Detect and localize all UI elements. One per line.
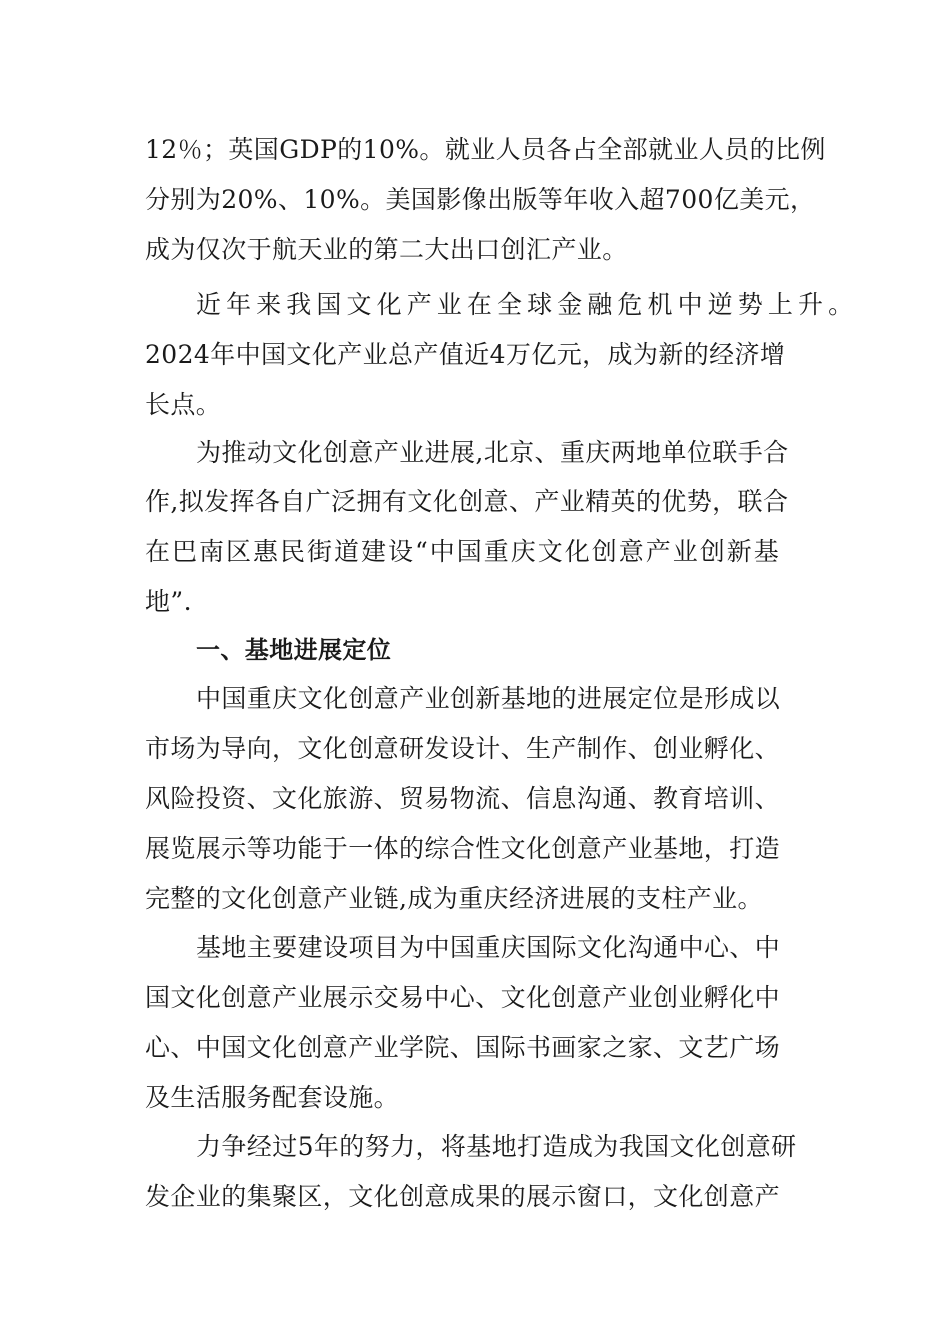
section-heading: 一、基地进展定位 <box>196 636 392 664</box>
paragraph-3-line-1: 为推动文化创意产业进展,北京、重庆两地单位联手合 <box>196 438 789 467</box>
paragraph-2-line-1: 近年来我国文化产业在全球金融危机中逆势上升。 <box>196 290 859 319</box>
paragraph-1-line-1: 12％；英国GDP的10%。就业人员各占全部就业人员的比例 <box>145 135 826 164</box>
paragraph-2-line-3: 长点。 <box>145 390 222 419</box>
section-paragraph-1-line-1: 中国重庆文化创意产业创新基地的进展定位是形成以 <box>196 684 781 713</box>
section-paragraph-2-line-4: 及生活服务配套设施。 <box>145 1083 400 1112</box>
section-paragraph-3-line-2: 发企业的集聚区，文化创意成果的展示窗口，文化创意产 <box>145 1182 781 1211</box>
section-paragraph-1-line-5: 完整的文化创意产业链,成为重庆经济进展的支柱产业。 <box>145 884 763 913</box>
paragraph-3-line-3: 在巴南区惠民街道建设“中国重庆文化创意产业创新基 <box>145 537 781 566</box>
section-paragraph-2-line-3: 心、中国文化创意产业学院、国际书画家之家、文艺广场 <box>145 1033 781 1062</box>
paragraph-3-line-2: 作,拟发挥各自广泛拥有文化创意、产业精英的优势，联合 <box>145 487 789 516</box>
section-paragraph-1-line-3: 风险投资、文化旅游、贸易物流、信息沟通、教育培训、 <box>145 784 781 813</box>
paragraph-3-line-4: 地”. <box>145 587 192 616</box>
section-paragraph-1-line-4: 展览展示等功能于一体的综合性文化创意产业基地，打造 <box>145 834 781 863</box>
section-paragraph-1-line-2: 市场为导向，文化创意研发设计、生产制作、创业孵化、 <box>145 734 781 763</box>
paragraph-2-line-2: 2024年中国文化产业总产值近4万亿元，成为新的经济增 <box>145 340 786 369</box>
paragraph-1-line-2: 分别为20%、10%。美国影像出版等年收入超700亿美元， <box>145 185 816 214</box>
section-paragraph-2-line-2: 国文化创意产业展示交易中心、文化创意产业创业孵化中 <box>145 983 781 1012</box>
paragraph-1-line-3: 成为仅次于航天业的第二大出口创汇产业。 <box>145 235 628 264</box>
section-paragraph-2-line-1: 基地主要建设项目为中国重庆国际文化沟通中心、中 <box>196 933 781 962</box>
section-paragraph-3-line-1: 力争经过5年的努力，将基地打造成为我国文化创意研 <box>196 1132 797 1161</box>
